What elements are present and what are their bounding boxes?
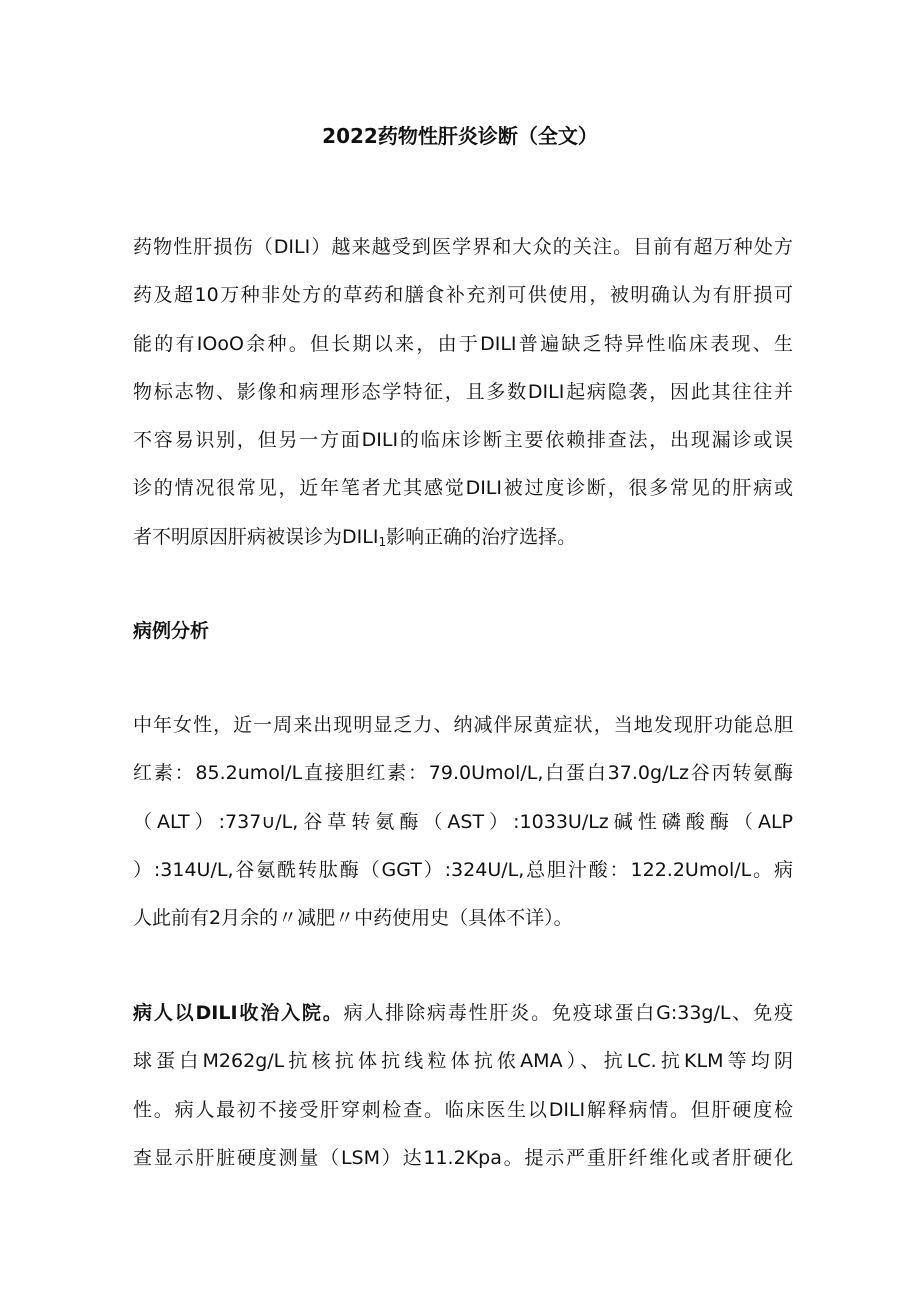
- paragraph-line: 药及超10万种非处方的草药和膳食补充剂可供使用，被明确认为有肝损可: [133, 284, 793, 307]
- paragraph-line: 不容易识别，但另一方面DILI的临床诊断主要依赖排查法，出现漏诊或误: [133, 429, 793, 452]
- paragraph-line: 红素：85.2umol/L直接胆红素：79.0Umol/L,白蛋白37.0g/Lz谷丙转氨酶: [133, 762, 793, 785]
- admission-paragraph: [133, 998, 793, 1191]
- paragraph-line: 物标志物、影像和病理形态学特征，且多数DILI起病隐袭，因此其往往并: [133, 380, 793, 403]
- paragraph-line: 中年女性，近一周来出现明显乏力、纳减伴尿黄症状，当地发现肝功能总胆: [133, 714, 793, 736]
- footnote-marker: 1: [378, 534, 387, 549]
- paragraph-line: [133, 998, 793, 1046]
- paragraph-line: 人此前有2月余的〃减肥〃中药使用史（具体不详）。: [133, 907, 573, 930]
- paragraph-line: 诊的情况很常见，近年笔者尤其感觉DILI被过度诊断，很多常见的肝病或: [133, 477, 793, 500]
- intro-paragraph: [133, 232, 793, 570]
- line-text: 病人排除病毒性肝炎。免疫球蛋白G:33g/L、免疫: [343, 1002, 793, 1024]
- paragraph-line: [133, 522, 793, 570]
- paragraph-line: （ALT）:737∪/L,谷草转氨酶（AST）:1033U/Lz碱性磷酸酶（ALP: [133, 810, 793, 833]
- section-heading: 病例分析: [133, 620, 210, 642]
- case-paragraph: [133, 710, 793, 951]
- paragraph-line: 球蛋白M262g/L抗核抗体抗线粒体抗侬AMA）、抗LC.抗KLM等均阴: [133, 1050, 793, 1073]
- paragraph-line: 性。病人最初不接受肝穿刺检查。临床医生以DILI解释病情。但肝硬度检: [133, 1098, 793, 1121]
- line-text: 影响正确的治疗选择。: [386, 525, 577, 548]
- bold-lead: 病人以DILI收治入院。: [133, 1002, 344, 1024]
- paragraph-line: 查显示肝脏硬度测量（LSM）达11.2Kpa。提示严重肝纤维化或者肝硬化: [133, 1146, 793, 1169]
- paragraph-line: ）:314U/L,谷氨酰转肽酶（GGT）:324U/L,总胆汁酸：122.2Umol/L。病: [133, 858, 793, 881]
- document-title: 2022药物性肝炎诊断（全文）: [322, 124, 598, 148]
- paragraph-line: 能的有IOoO余种。但长期以来，由于DILI普遍缺乏特异性临床表现、生: [133, 332, 793, 355]
- paragraph-line: 药物性肝损伤（DILI）越来越受到医学界和大众的关注。目前有超万种处方: [133, 236, 793, 258]
- line-text: 者不明原因肝病被误诊为DILI: [133, 525, 379, 548]
